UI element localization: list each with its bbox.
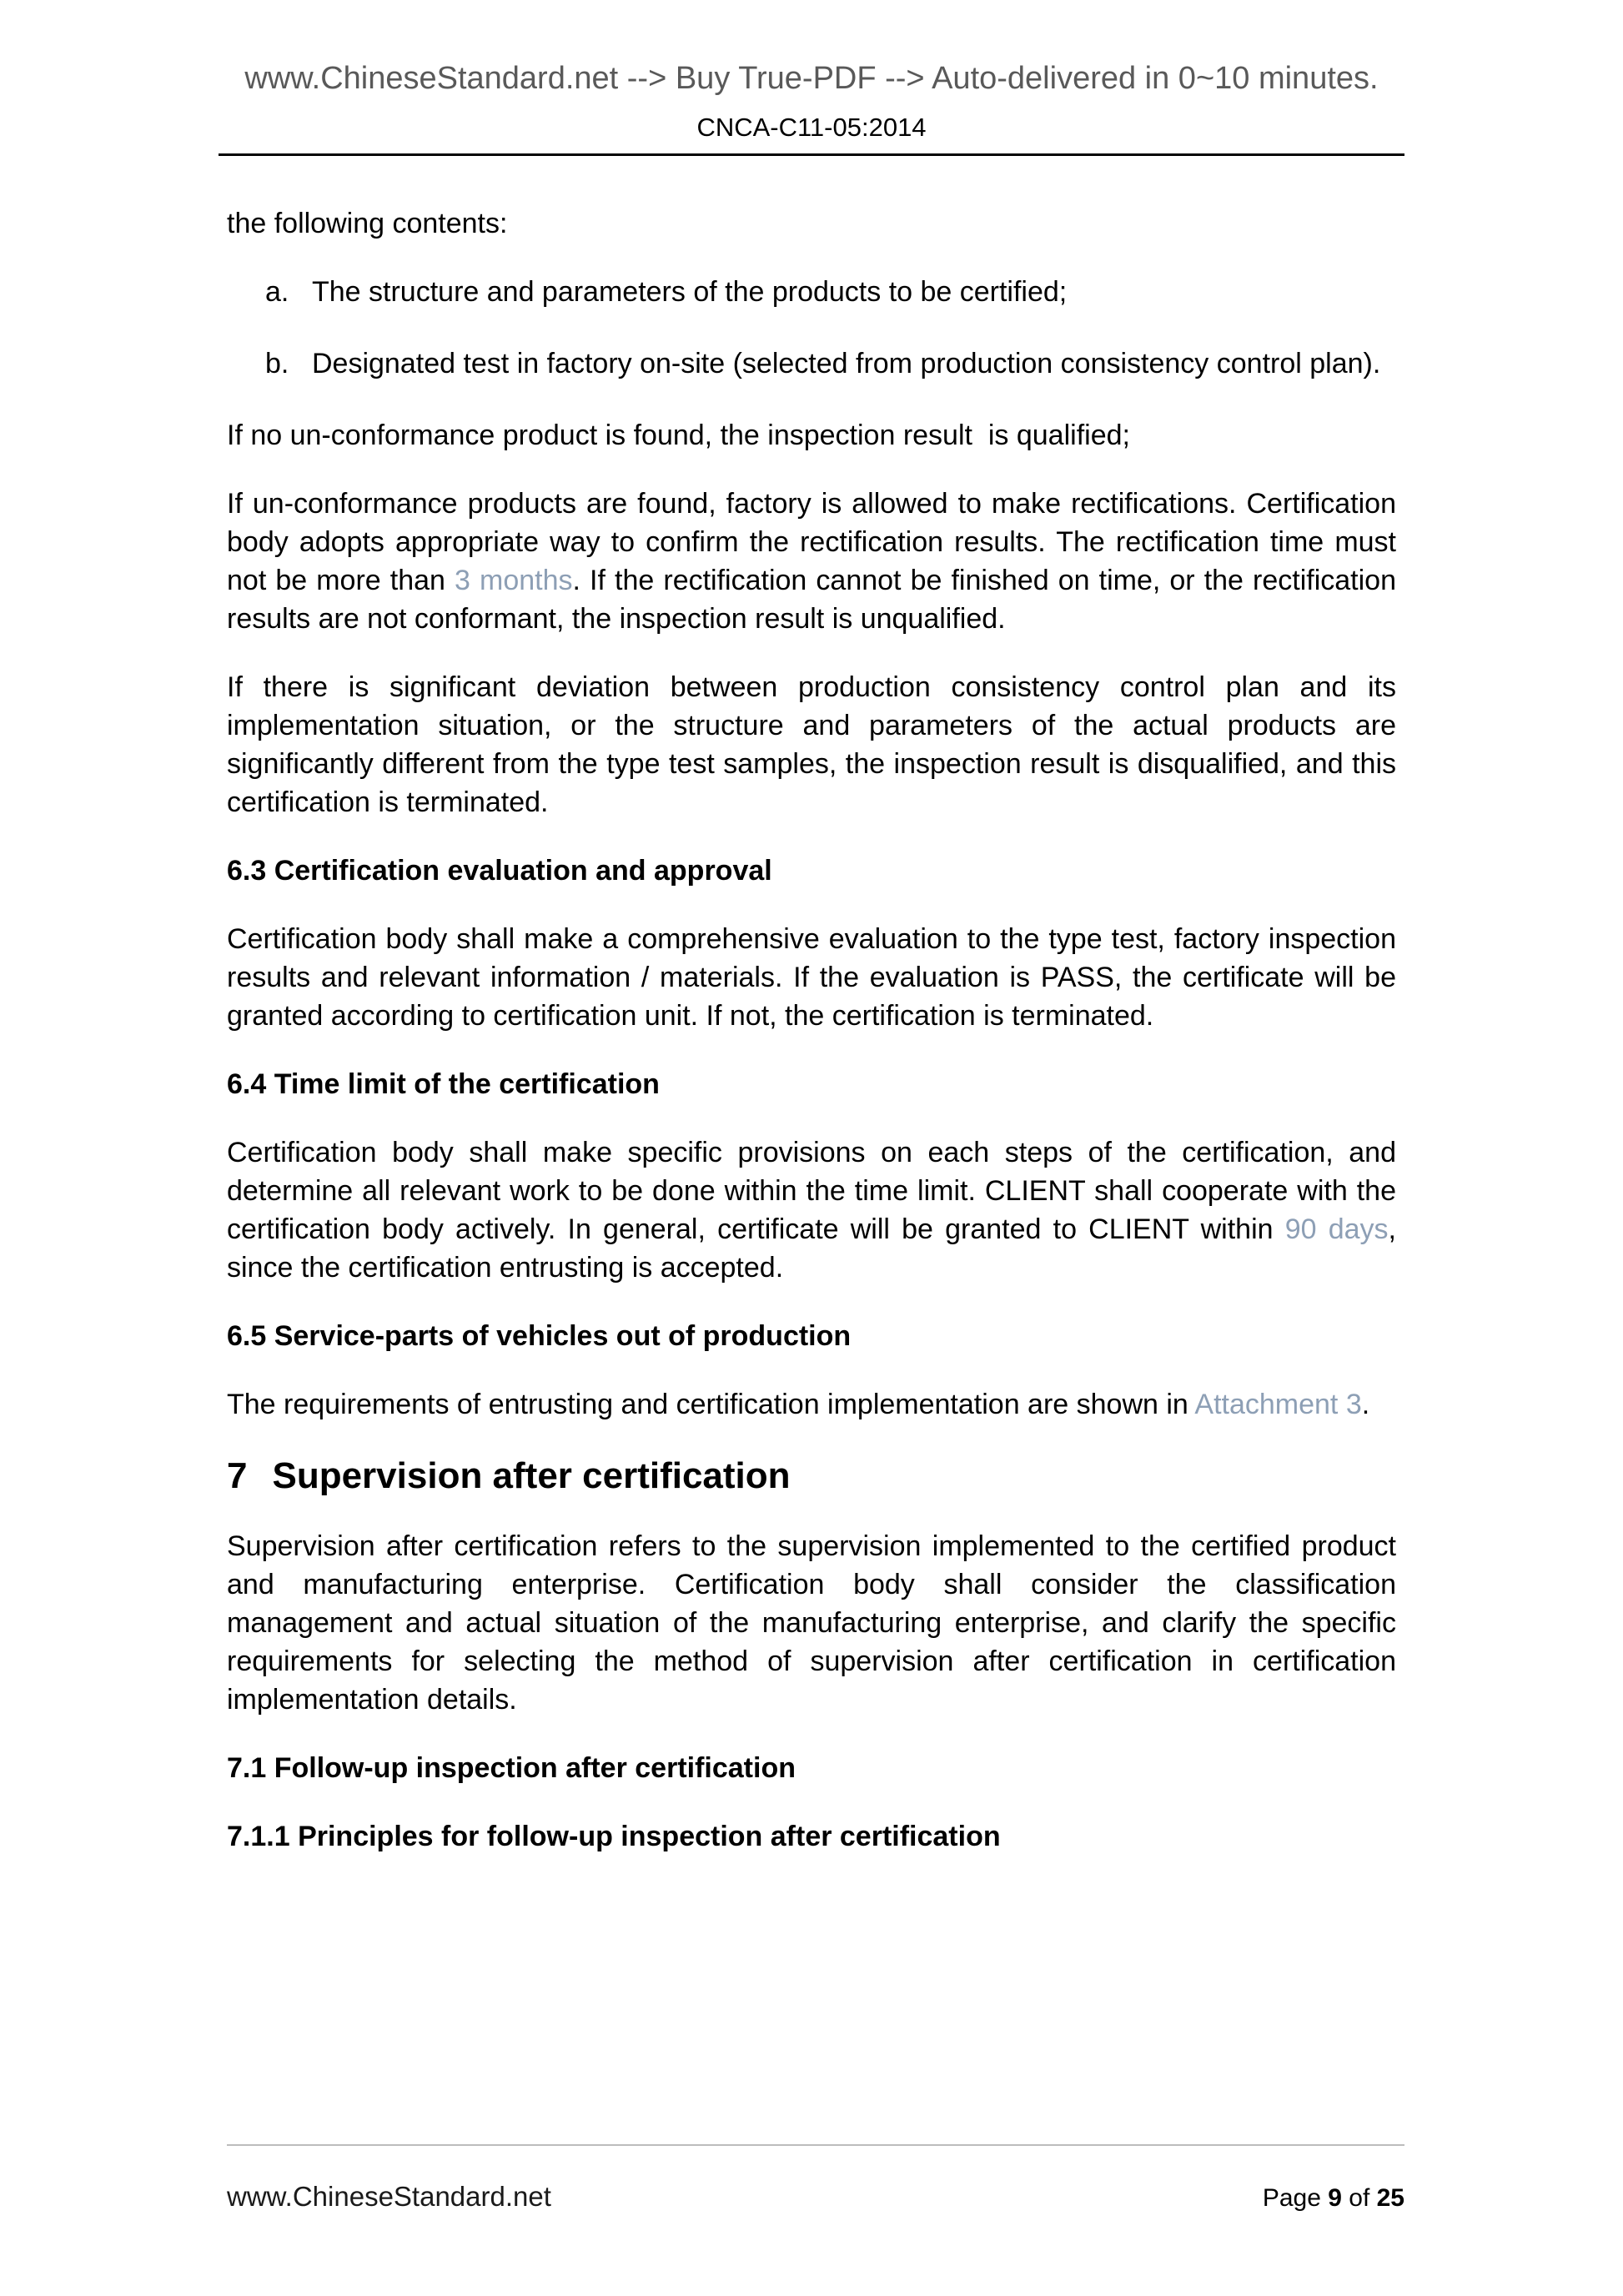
paragraph-6-5-post: . xyxy=(1361,1389,1370,1420)
document-body xyxy=(0,156,1623,1856)
paragraph-6-3: Certification body shall make a comprehensive evaluation to the type test, factory inspection results and relevant information / materials. If the evaluation is PASS, the certificate will be granted according to certification unit. If not, the certification is terminated. xyxy=(227,923,1396,1032)
section-heading-7-1-1: 7.1.1 Principles for follow-up inspection after certification xyxy=(227,1821,1001,1852)
paragraph-6-5-pre: The requirements of entrusting and certification implementation are shown in xyxy=(227,1389,1195,1420)
paragraph-rectification xyxy=(227,485,1396,638)
list-text-b: Designated test in factory on-site (selected from production consistency control plan). xyxy=(312,348,1381,379)
list-marker-a: a. xyxy=(265,276,289,308)
paragraph-rectification-pre: If un-conformance products are found, factory is allowed to make rectifications. Certification body adopts appropriate way to confirm the rectification results. The rectification time must not be more than xyxy=(227,488,1396,596)
list-marker-b: b. xyxy=(265,348,289,379)
section-heading-6-3: 6.3 Certification evaluation and approval xyxy=(227,855,772,887)
footer-page-indicator xyxy=(1263,2184,1404,2213)
section-heading-6-5: 6.5 Service-parts of vehicles out of production xyxy=(227,1320,852,1352)
highlight-attachment-3: Attachment 3 xyxy=(1194,1389,1362,1420)
paragraph-intro: the following contents: xyxy=(227,208,508,239)
chapter-title: Supervision after certification xyxy=(272,1455,791,1496)
chapter-heading-7 xyxy=(227,1454,1396,1499)
section-heading-6-4: 6.4 Time limit of the certification xyxy=(227,1068,660,1100)
highlight-3-months: 3 months xyxy=(455,565,573,596)
list-item-a xyxy=(227,273,1396,311)
footer-page-label: Page xyxy=(1262,2184,1329,2212)
paragraph-deviation: If there is significant deviation between production consistency control plan and its implementation situation, or the structure and parameters of the actual products are significantly different from the type test samples, the inspection result is disqualified, and this certification is terminated. xyxy=(227,671,1396,818)
footer-of-label: of xyxy=(1341,2184,1377,2212)
section-heading-7-1: 7.1 Follow-up inspection after certification xyxy=(227,1752,796,1784)
footer-page-total: 25 xyxy=(1376,2184,1404,2212)
header-promo-text: www.ChineseStandard.net --> Buy True-PDF --> Auto-delivered in 0~10 minutes. xyxy=(244,61,1379,96)
paragraph-6-5 xyxy=(227,1385,1396,1424)
paragraph-6-4 xyxy=(227,1133,1396,1287)
footer-page-number: 9 xyxy=(1328,2184,1342,2212)
alpha-list xyxy=(227,273,1396,383)
paragraph-rectification-post: . If the rectification cannot be finished on time, or the rectification results are not conformant, the inspection result is unqualified. xyxy=(227,565,1396,635)
paragraph-6-4-post: , since the certification entrusting is accepted. xyxy=(227,1213,1396,1284)
page-header xyxy=(0,0,1623,156)
paragraph-qualified: If no un-conformance product is found, the inspection result is qualified; xyxy=(227,420,1130,451)
footer-site-link[interactable]: www.ChineseStandard.net xyxy=(227,2181,551,2212)
page-footer xyxy=(227,2144,1404,2213)
paragraph-7: Supervision after certification refers to the supervision implemented to the certified product and manufacturing enterprise. Certification body shall consider the classification management and actual situation of the manufacturing enterprise, and clarify the specific requirements for selecting the method of supervision after certification in certification implementation details. xyxy=(227,1530,1396,1716)
list-text-a: The structure and parameters of the products to be certified; xyxy=(312,276,1068,308)
chapter-number: 7 xyxy=(227,1455,248,1496)
footer-rule xyxy=(227,2144,1404,2146)
header-doc-id: CNCA-C11-05:2014 xyxy=(696,113,927,142)
list-item-b xyxy=(227,344,1396,383)
paragraph-6-4-pre: Certification body shall make specific provisions on each steps of the certification, and determine all relevant work to be done within the time limit. CLIENT shall cooperate with the certification body actively. In general, certificate will be granted to CLIENT within xyxy=(227,1137,1396,1245)
highlight-90-days: 90 days xyxy=(1284,1213,1389,1245)
footer-row xyxy=(227,2181,1404,2213)
